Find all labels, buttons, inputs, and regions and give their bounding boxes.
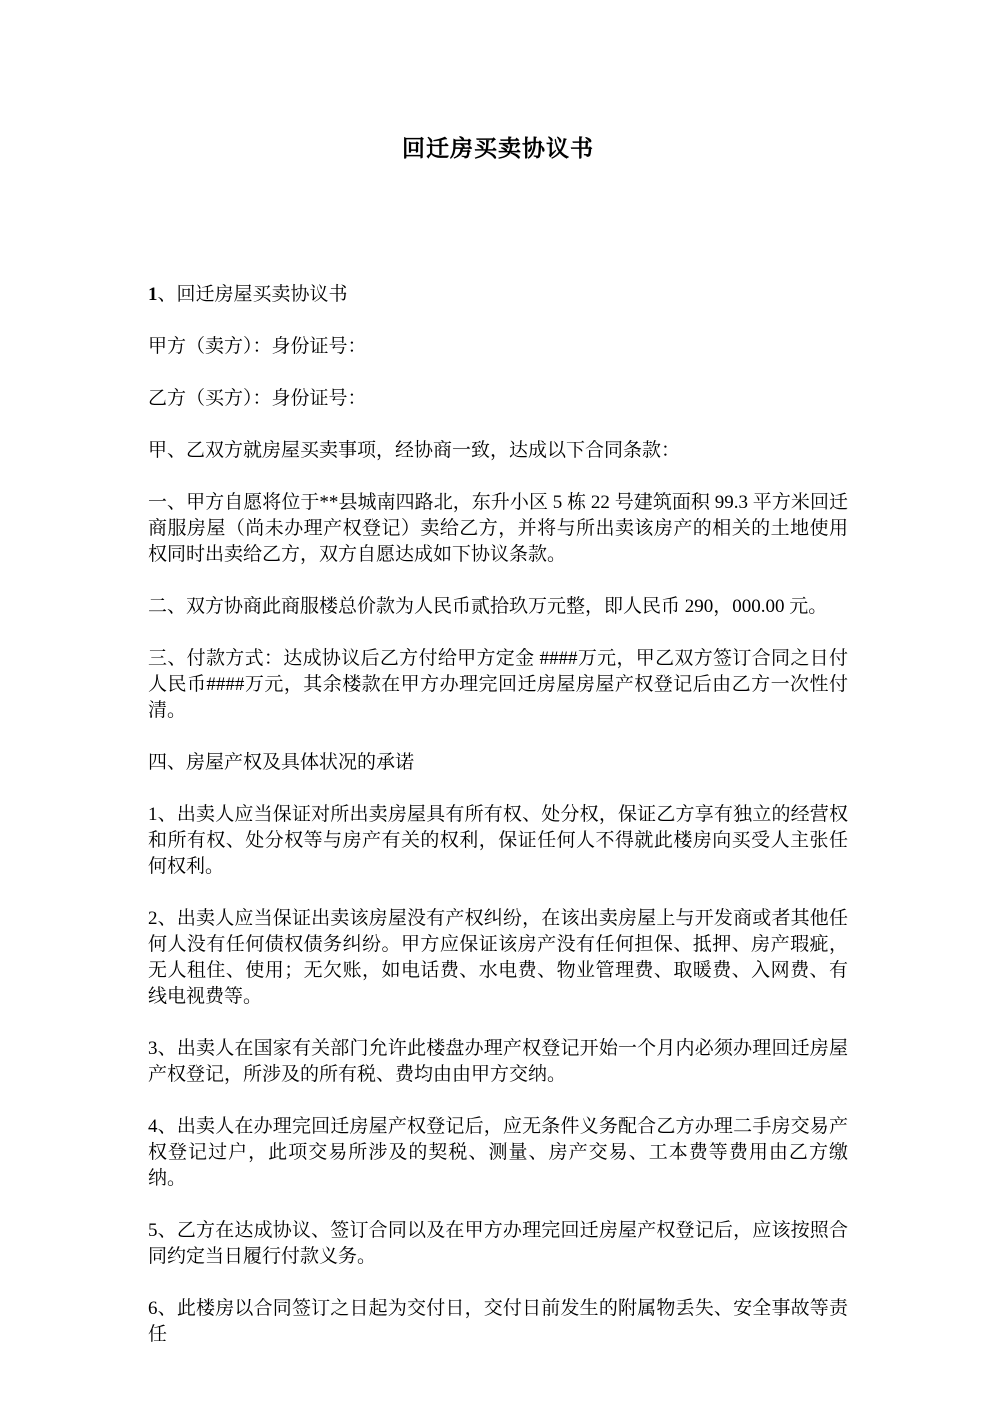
list-heading-number: 1: [148, 284, 158, 305]
document-title: 回迁房买卖协议书: [402, 136, 594, 161]
clause-one: 一、甲方自愿将位于**县城南四路北，东升小区 5 栋 22 号建筑面积 99.3 平方米回迁商服房屋（尚未办理产权登记）卖给乙方，并将与所出卖该房产的相关的土地使用权同时出卖给乙方，双方自愿达成如下协议条款。: [148, 492, 848, 565]
promise-item-5: 5、乙方在达成协议、签订合同以及在甲方办理完回迁房屋产权登记后，应该按照合同约定当日履行付款义务。: [148, 1220, 848, 1267]
promise-item-2: 2、出卖人应当保证出卖该房屋没有产权纠纷，在该出卖房屋上与开发商或者其他任何人没有任何债权债务纠纷。甲方应保证该房产没有任何担保、抵押、房产瑕疵，无人租住、使用；无欠账，如电话费、水电费、物业管理费、取暖费、入网费、有线电视费等。: [148, 908, 848, 1007]
party-b-line: 乙方（买方）：身份证号：: [148, 388, 367, 409]
clause-three: 三、付款方式：达成协议后乙方付给甲方定金 ####万元，甲乙双方签订合同之日付人民币####万元，其余楼款在甲方办理完回迁房屋房屋产权登记后由乙方一次性付清。: [148, 648, 848, 721]
clause-four-heading: 四、房屋产权及具体状况的承诺: [148, 752, 415, 773]
clause-two: 二、双方协商此商服楼总价款为人民币贰拾玖万元整，即人民币 290，000.00 元。: [148, 596, 828, 617]
list-heading-text: 、回迁房屋买卖协议书: [157, 284, 348, 305]
promise-item-1: 1、出卖人应当保证对所出卖房屋具有所有权、处分权，保证乙方享有独立的经营权和所有权、处分权等与房产有关的权利，保证任何人不得就此楼房向买受人主张任何权利。: [148, 804, 848, 877]
party-a-line: 甲方（卖方）：身份证号：: [148, 336, 367, 357]
promise-item-4: 4、出卖人在办理完回迁房屋产权登记后，应无条件义务配合乙方办理二手房交易产权登记过户，此项交易所涉及的契税、测量、房产交易、工本费等费用由乙方缴纳。: [148, 1116, 848, 1189]
promise-item-3: 3、出卖人在国家有关部门允许此楼盘办理产权登记开始一个月内必须办理回迁房屋产权登记，所涉及的所有税、费均由由甲方交纳。: [148, 1038, 848, 1085]
promise-item-6: 6、此楼房以合同签订之日起为交付日，交付日前发生的附属物丢失、安全事故等责任: [148, 1298, 848, 1345]
preamble: 甲、乙双方就房屋买卖事项，经协商一致，达成以下合同条款：: [148, 440, 681, 461]
list-heading: [148, 282, 848, 308]
